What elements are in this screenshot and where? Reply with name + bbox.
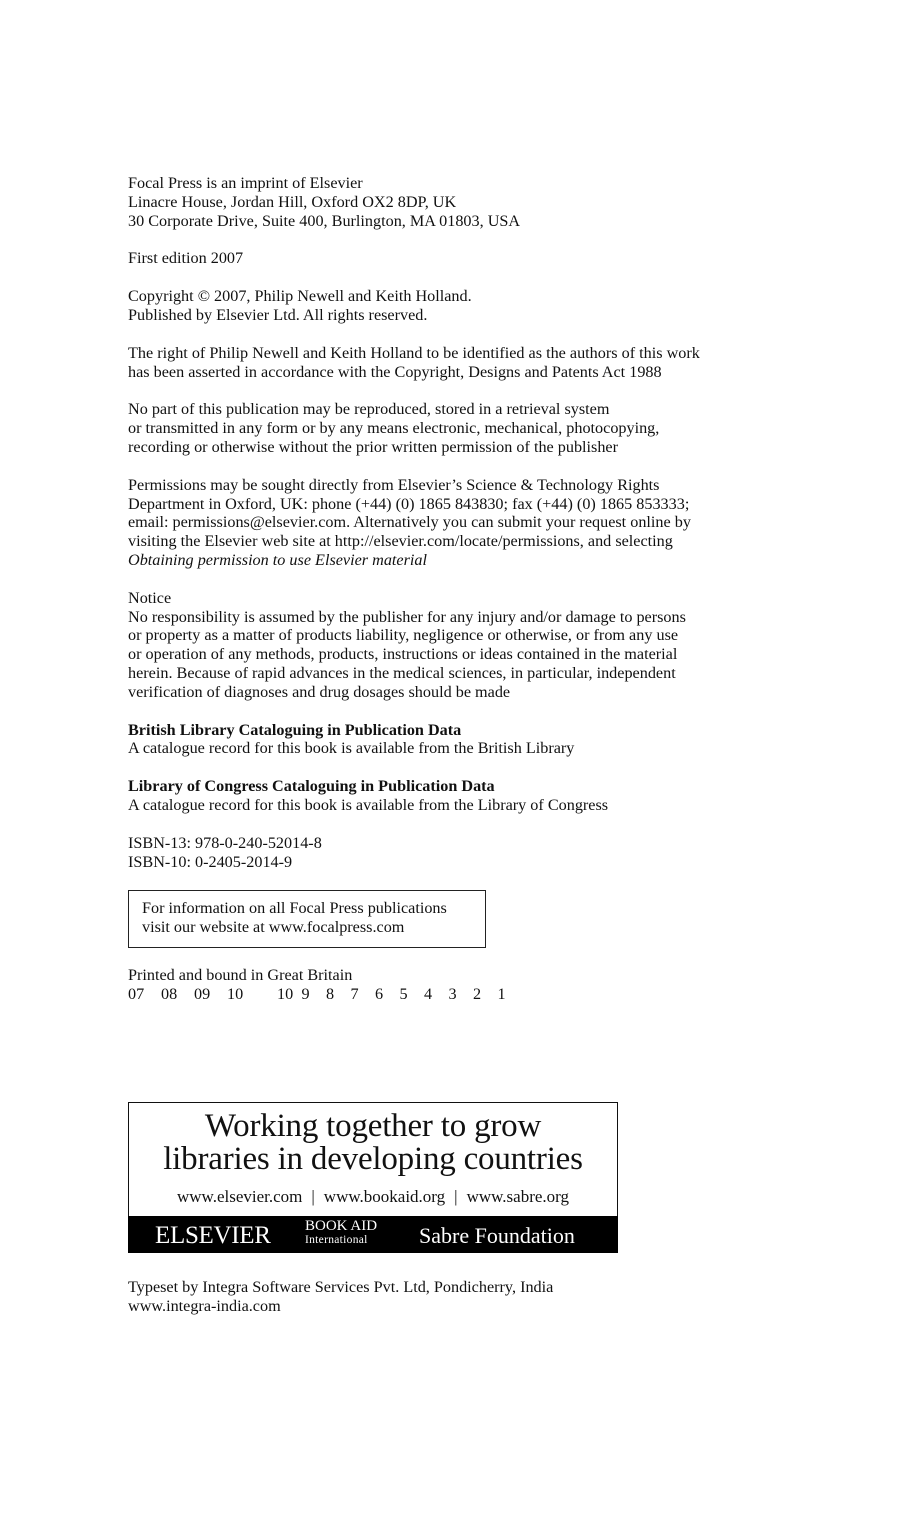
book-aid-banner <box>128 1102 618 1253</box>
notice-line: or property as a matter of products liability, negligence or otherwise, or from any use <box>128 626 679 645</box>
impression-number: 6 <box>375 984 384 1003</box>
info-box <box>128 890 486 948</box>
typeset-credit <box>128 1278 553 1316</box>
printing-text: Printed and bound in Great Britain <box>128 965 353 984</box>
notice-line: verification of diagnoses and drug dosages should be made <box>128 682 511 701</box>
info-box-line: visit our website at www.focalpress.com <box>142 918 405 937</box>
permissions-italic-line: Obtaining permission to use Elsevier material <box>128 550 427 569</box>
library-of-congress-section <box>128 777 788 815</box>
bookaid-link[interactable]: www.bookaid.org <box>323 1187 446 1206</box>
notice-line: or operation of any methods, products, instructions or ideas contained in the material <box>128 645 678 664</box>
publisher-address <box>128 174 788 230</box>
impression-number: 5 <box>399 984 408 1003</box>
copyright-notice <box>128 287 788 325</box>
sabre-link[interactable]: www.sabre.org <box>466 1187 570 1206</box>
notice-heading: Notice <box>128 588 172 607</box>
banner-headline-1: Working together to grow <box>204 1108 542 1144</box>
banner-logo-bar <box>128 1216 618 1253</box>
permissions-line: email: permissions@elsevier.com. Alternatively you can submit your request online by <box>128 513 691 532</box>
sabre-foundation-logo: Sabre Foundation <box>419 1223 575 1248</box>
edition <box>128 249 788 268</box>
copyright-line: Copyright © 2007, Philip Newell and Keith Holland. <box>128 287 472 306</box>
printing-year: 10 <box>227 984 244 1003</box>
bookaid-logo-line-1: BOOK AID <box>305 1218 378 1234</box>
banner-headline-2: libraries in developing countries <box>163 1141 583 1177</box>
printing-year: 08 <box>161 984 178 1003</box>
notice-line: No responsibility is assumed by the publisher for any injury and/or damage to persons <box>128 607 686 626</box>
moral-right-notice <box>128 344 788 382</box>
moral-right-line: The right of Philip Newell and Keith Holland to be identified as the authors of this work <box>128 343 700 362</box>
impression-number: 9 <box>301 984 310 1003</box>
impression-number: 10 <box>277 984 294 1003</box>
isbn-13: ISBN-13: 978-0-240-52014-8 <box>128 833 322 852</box>
typeset-website: www.integra-india.com <box>128 1296 281 1315</box>
reproduction-line: recording or otherwise without the prior written permission of the publisher <box>128 437 619 456</box>
impression-number: 3 <box>448 984 457 1003</box>
permissions-line: Department in Oxford, UK: phone (+44) (0) 1865 843830; fax (+44) (0) 1865 853333; <box>128 494 690 513</box>
isbn-10: ISBN-10: 0-2405-2014-9 <box>128 852 293 871</box>
edition-text: First edition 2007 <box>128 249 244 268</box>
printing-year: 07 <box>128 984 145 1003</box>
publisher-line: Focal Press is an imprint of Elsevier <box>128 174 363 192</box>
isbn-section <box>128 834 788 872</box>
printing-year: 09 <box>194 984 211 1003</box>
permissions-notice <box>128 476 788 570</box>
bookaid-logo-line-2: International <box>305 1234 368 1246</box>
impression-number: 2 <box>473 984 482 1003</box>
elsevier-link[interactable]: www.elsevier.com <box>176 1187 303 1206</box>
copyright-page <box>128 174 788 1023</box>
elsevier-logo: ELSEVIER <box>155 1222 271 1249</box>
library-of-congress-text: A catalogue record for this book is available from the Library of Congress <box>128 795 609 814</box>
library-of-congress-heading: Library of Congress Cataloguing in Publication Data <box>128 777 495 796</box>
info-box-line: For information on all Focal Press publications <box>142 899 447 918</box>
british-library-heading: British Library Cataloguing in Publication Data <box>128 720 462 739</box>
moral-right-line: has been asserted in accordance with the Copyright, Designs and Patents Act 1988 <box>128 362 662 381</box>
british-library-section <box>128 721 788 759</box>
publisher-line: 30 Corporate Drive, Suite 400, Burlington, MA 01803, USA <box>128 211 521 230</box>
notice-section <box>128 589 788 702</box>
typeset-line: Typeset by Integra Software Services Pvt. Ltd, Pondicherry, India <box>128 1278 554 1296</box>
reproduction-notice <box>128 400 788 456</box>
impression-number: 8 <box>326 984 335 1003</box>
publisher-line: Linacre House, Jordan Hill, Oxford OX2 8DP, UK <box>128 192 457 211</box>
link-separator: | <box>311 1187 315 1206</box>
banner-headline <box>129 1110 617 1176</box>
bookaid-logo <box>305 1219 377 1247</box>
banner-links <box>129 1187 617 1207</box>
impression-number: 4 <box>424 984 433 1003</box>
printing-section <box>128 966 788 1004</box>
permissions-line: visiting the Elsevier web site at http://elsevier.com/locate/permissions, and selecting <box>128 532 673 551</box>
impression-number: 7 <box>350 984 359 1003</box>
reproduction-line: No part of this publication may be reproduced, stored in a retrieval system <box>128 400 610 419</box>
copyright-line: Published by Elsevier Ltd. All rights reserved. <box>128 305 428 324</box>
link-separator: | <box>454 1187 458 1206</box>
permissions-line: Permissions may be sought directly from Elsevier’s Science & Technology Rights <box>128 475 660 494</box>
reproduction-line: or transmitted in any form or by any means electronic, mechanical, photocopying, <box>128 419 660 438</box>
notice-line: herein. Because of rapid advances in the medical sciences, in particular, independent <box>128 663 676 682</box>
printing-numbers <box>128 985 788 1004</box>
british-library-text: A catalogue record for this book is available from the British Library <box>128 739 575 758</box>
impression-number: 1 <box>497 984 506 1003</box>
